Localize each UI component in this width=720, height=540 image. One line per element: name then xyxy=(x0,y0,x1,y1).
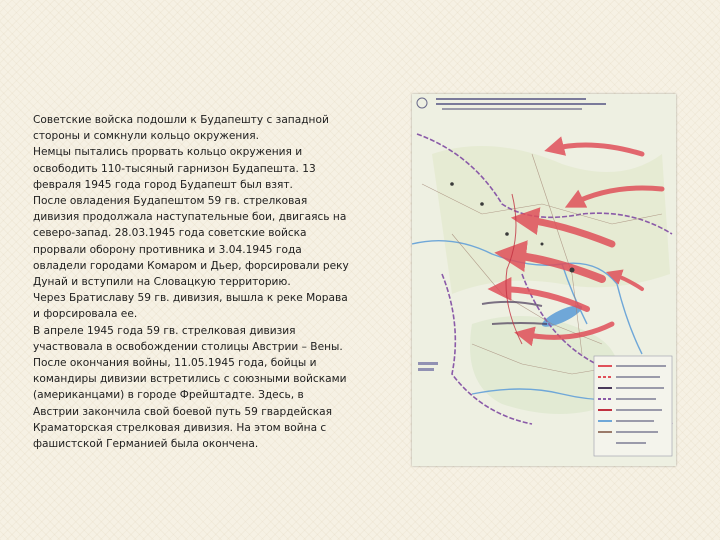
paragraph-vienna-end: В апреле 1945 года 59 гв. стрелковая дивизия участвовала в освобождении столицы Австрии – Вены. После окончания войны, 11.05.1945 года, бойцы и командиры дивизии встретились с союзными войсками (американцами) в городе Фрейштадте. Здесь, в Австрии закончила свой боевой путь 59 гвардейская Краматорская стрелковая дивизия. На этом война с фашистской Германией была окончена. xyxy=(33,324,347,451)
paragraph-bratislava: Через Братиславу 59 гв. дивизия, вышла к реке Морава и форсировала ее. xyxy=(33,292,348,321)
map-legend xyxy=(594,356,672,456)
operations-map xyxy=(412,94,676,466)
paragraph-budapest-approach: Советские войска подошли к Будапешту с западной стороны и сомкнули кольцо окружения. xyxy=(33,114,329,143)
map-title-block xyxy=(417,98,606,110)
paragraph-northwest-offensive: После овладения Будапештом 59 гв. стрелковая дивизия продолжала наступательные бои, двигаясь на северо-запад. 28.03.1945 года советские войска прорвали оборону противника и 3.04.1945 года овладели городами Комаром и Дьер, форсировали реку Дунай и вступили на Словацкую территорию. xyxy=(33,195,349,289)
paragraph-breakout-attempt: Немцы пытались прорвать кольцо окружения и освободить 110-тысяный гарнизон Будапешта. 13 февраля 1945 года город Будапешт был взят. xyxy=(33,146,316,191)
slide-text xyxy=(33,112,353,452)
